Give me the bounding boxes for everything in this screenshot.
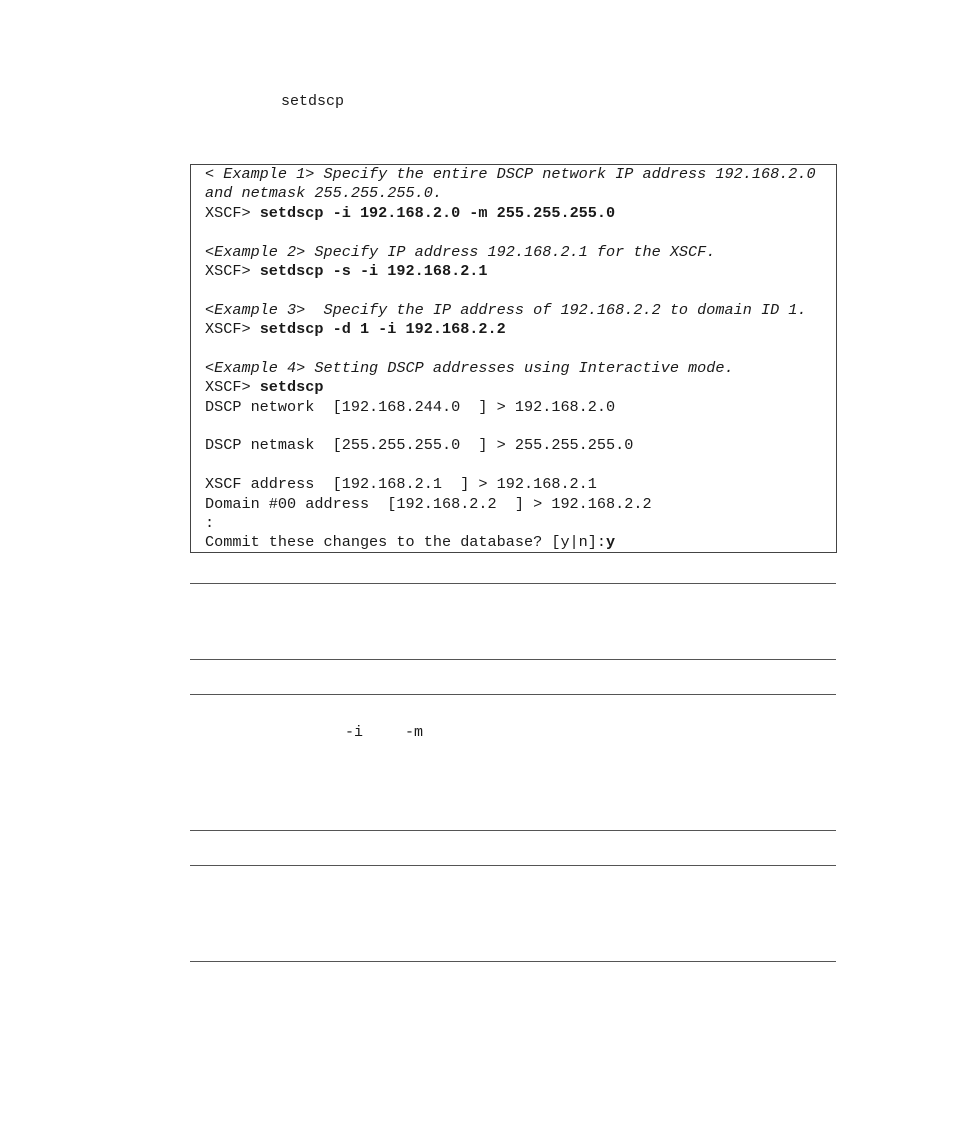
code-segment: XSCF> <box>205 203 260 222</box>
code-segment: DSCP netmask [255.255.255.0 ] > 255.255.255.0 <box>205 436 634 455</box>
code-line <box>205 243 836 262</box>
code-example-text <box>191 165 836 553</box>
code-line <box>205 495 836 514</box>
code-line <box>205 436 836 455</box>
code-segment: and netmask 255.255.255.0. <box>205 184 442 203</box>
code-line <box>205 320 836 339</box>
code-line <box>205 417 836 436</box>
code-segment: y <box>606 533 616 552</box>
table-rule <box>190 694 836 695</box>
code-line <box>205 359 836 378</box>
code-line <box>205 533 836 552</box>
command-heading: setdscp <box>281 93 345 110</box>
code-line <box>205 514 836 533</box>
code-segment: setdscp -i 192.168.2.0 -m 255.255.255.0 <box>259 203 616 222</box>
table-rule <box>190 865 836 866</box>
code-segment: setdscp -d 1 -i 192.168.2.2 <box>259 320 506 339</box>
code-segment: setdscp <box>259 378 324 397</box>
code-segment: XSCF address [192.168.2.1 ] > 192.168.2.1 <box>205 475 597 494</box>
table-rule <box>190 961 836 962</box>
code-line <box>205 262 836 281</box>
table-rule <box>190 583 836 584</box>
code-line <box>205 281 836 300</box>
code-line <box>205 223 836 242</box>
code-segment: <Example 4> Setting DSCP addresses using Interactive mode. <box>205 358 734 377</box>
code-line <box>205 398 836 417</box>
code-line <box>205 340 836 359</box>
code-segment: XSCF> <box>205 378 260 397</box>
code-line <box>205 378 836 397</box>
option-i-text: -i <box>345 724 364 741</box>
code-line <box>205 301 836 320</box>
table-rule <box>190 830 836 831</box>
code-line <box>205 475 836 494</box>
option-m-text: -m <box>405 724 424 741</box>
code-segment: < Example 1> Specify the entire DSCP network IP address 192.168.2.0 <box>205 165 816 183</box>
code-segment: <Example 2> Specify IP address 192.168.2.1 for the XSCF. <box>205 242 716 261</box>
code-segment: <Example 3> Specify the IP address of 192.168.2.2 to domain ID 1. <box>205 300 807 319</box>
code-segment: Domain #00 address [192.168.2.2 ] > 192.168.2.2 <box>205 494 652 513</box>
code-segment: : <box>205 514 215 533</box>
code-segment: XSCF> <box>205 320 260 339</box>
code-segment: setdscp -s -i 192.168.2.1 <box>259 261 488 280</box>
code-line <box>205 184 836 203</box>
code-example-box <box>190 164 837 553</box>
code-line <box>205 456 836 475</box>
code-line <box>205 165 836 184</box>
code-segment: XSCF> <box>205 261 260 280</box>
table-rule <box>190 659 836 660</box>
code-line <box>205 204 836 223</box>
code-segment: Commit these changes to the database? [y|n]: <box>205 533 607 552</box>
code-segment: DSCP network [192.168.244.0 ] > 192.168.2.0 <box>205 397 616 416</box>
